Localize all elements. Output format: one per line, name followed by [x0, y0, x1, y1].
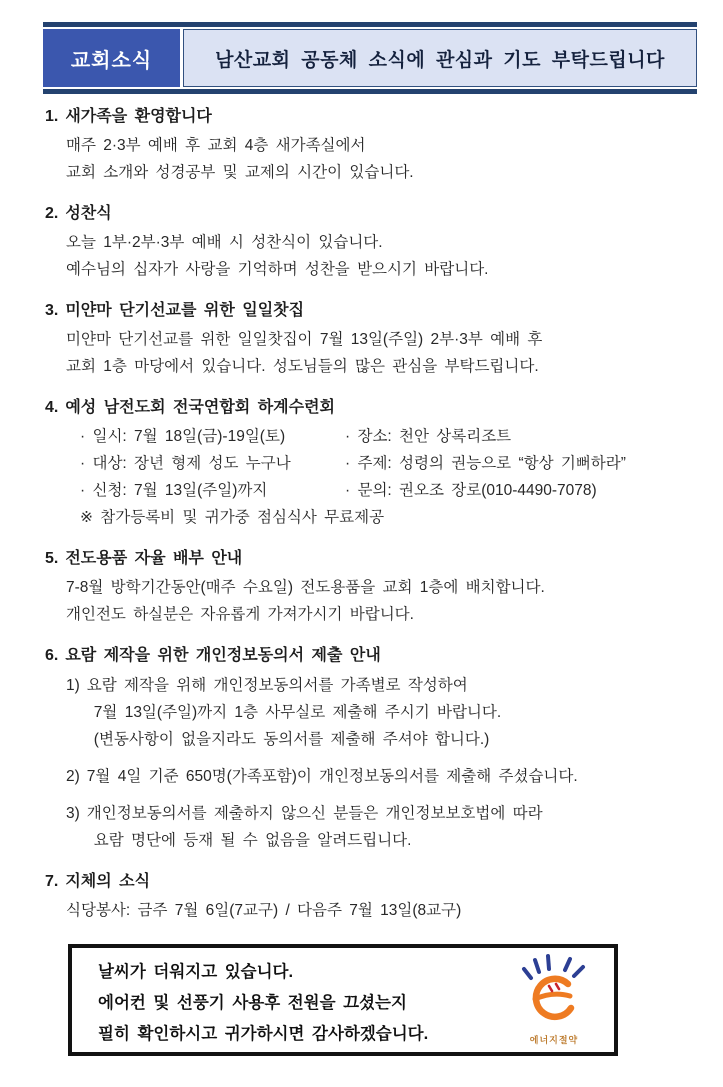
subitem-marker: 3) [66, 805, 80, 822]
subitem-lines [87, 672, 501, 753]
header-top-rule [43, 22, 697, 27]
section-number: 7. [45, 873, 59, 890]
energy-saving-logo [514, 953, 594, 1056]
section-body [45, 229, 695, 283]
section-number: 3. [45, 302, 59, 319]
section-heading [45, 203, 695, 224]
notice-line: 필히 확인하시고 귀가하시면 감사하겠습니다. [98, 1025, 429, 1043]
section-body [45, 423, 695, 531]
detail-item: · 일시: 7월 18일(금)-19일(토) [80, 428, 286, 445]
section-number: 4. [45, 399, 59, 416]
notice-line: 날씨가 더워지고 있습니다. [98, 963, 294, 981]
section-title: 요람 제작을 위한 개인정보동의서 제출 안내 [65, 647, 381, 664]
subitem-lines [87, 763, 578, 790]
section-number: 5. [45, 550, 59, 567]
detail-item: · 문의: 권오조 장로(010-4490-7078) [345, 482, 597, 499]
section-number: 2. [45, 205, 59, 222]
section-body [45, 132, 695, 186]
detail-item: · 주제: 성령의 권능으로 “항상 기뻐하라” [345, 455, 626, 472]
notice-box [68, 944, 618, 1056]
header-title: 남산교회 공동체 소식에 관심과 기도 부탁드립니다 [215, 49, 665, 71]
section-body [45, 574, 695, 628]
subitem [66, 672, 695, 753]
header-title-cell [183, 29, 697, 87]
section-number: 6. [45, 647, 59, 664]
section-heading [45, 106, 695, 127]
energy-e-icon [518, 953, 590, 1025]
section-title: 예성 남전도회 전국연합회 하계수련회 [65, 399, 335, 416]
section-line: 요람 명단에 등재 될 수 없음을 알려드립니다. [93, 832, 412, 849]
header-label: 교회소식 [70, 49, 153, 72]
detail-item: · 장소: 천안 상록리조트 [345, 428, 512, 445]
section-communion [45, 203, 695, 283]
section-heading [45, 871, 695, 892]
section-line: 7월 13일(주일)까지 1층 사무실로 제출해 주시기 바랍니다. [93, 704, 502, 721]
section-body [45, 672, 695, 854]
sparkle-rays-icon [524, 956, 583, 978]
detail-item: · 신청: 7월 13일(주일)까지 [80, 482, 268, 499]
section-line: 개인정보동의서를 제출하지 않으신 분들은 개인정보보호법에 따라 [86, 805, 543, 822]
newsletter-header [43, 22, 697, 94]
section-number: 1. [45, 108, 59, 125]
section-welcome-new-family [45, 106, 695, 186]
section-body [45, 326, 695, 380]
section-title: 전도용품 자율 배부 안내 [65, 550, 243, 567]
section-title: 새가족을 환영합니다 [65, 108, 212, 125]
section-line: (변동사항이 없을지라도 동의서를 제출해 주셔야 합니다.) [93, 731, 490, 748]
section-line: 교회 소개와 성경공부 및 교제의 시간이 있습니다. [66, 164, 414, 181]
section-heading [45, 300, 695, 321]
section-summer-retreat [45, 397, 695, 531]
section-evangelism-supplies [45, 548, 695, 628]
section-myanmar-teahouse [45, 300, 695, 380]
section-line: 7월 4일 기준 650명(가족포함)이 개인정보동의서를 제출해 주셨습니다. [86, 768, 578, 785]
header-row [43, 29, 697, 87]
section-title: 미얀마 단기선교를 위한 일일찻집 [65, 302, 305, 319]
section-line: 오늘 1부·2부·3부 예배 시 성찬식이 있습니다. [66, 234, 383, 251]
logo-caption: 에너지절약 [529, 1035, 579, 1045]
section-title: 성찬식 [65, 205, 112, 222]
section-line: 예수님의 십자가 사랑을 기억하며 성찬을 받으시기 바랍니다. [66, 261, 489, 278]
section-heading [45, 645, 695, 666]
subitem-marker: 1) [66, 677, 80, 694]
subitem-marker: 2) [66, 768, 80, 785]
section-line: 요람 제작을 위해 개인정보동의서를 가족별로 작성하여 [86, 677, 468, 694]
section-consent-form [45, 645, 695, 854]
notice-line: 에어컨 및 선풍기 사용후 전원을 끄셨는지 [98, 994, 407, 1012]
detail-item: · 대상: 장년 형제 성도 누구나 [80, 455, 291, 472]
announcements [0, 94, 723, 1056]
subitem-lines [87, 800, 543, 854]
subitem [66, 800, 695, 854]
header-label-cell [43, 29, 180, 87]
section-member-news [45, 871, 695, 924]
section-line: 식당봉사: 금주 7월 6일(7교구) / 다음주 7월 13일(8교구) [66, 902, 462, 919]
section-line: 매주 2·3부 예배 후 교회 4층 새가족실에서 [66, 137, 366, 154]
section-title: 지체의 소식 [65, 873, 151, 890]
section-line: 교회 1층 마당에서 있습니다. 성도님들의 많은 관심을 부탁드립니다. [66, 358, 539, 375]
section-line: 미얀마 단기선교를 위한 일일찻집이 7월 13일(주일) 2부·3부 예배 후 [66, 331, 543, 348]
retreat-details-grid [66, 423, 695, 504]
subitem [66, 763, 695, 790]
section-heading [45, 397, 695, 418]
section-heading [45, 548, 695, 569]
section-line: 개인전도 하실분은 자유롭게 가져가시기 바랍니다. [66, 606, 414, 623]
note-line: ※ 참가등록비 및 귀가중 점심식사 무료제공 [80, 509, 385, 526]
section-body [45, 897, 695, 924]
section-line: 7-8월 방학기간동안(매주 수요일) 전도용품을 교회 1층에 배치합니다. [66, 579, 545, 596]
